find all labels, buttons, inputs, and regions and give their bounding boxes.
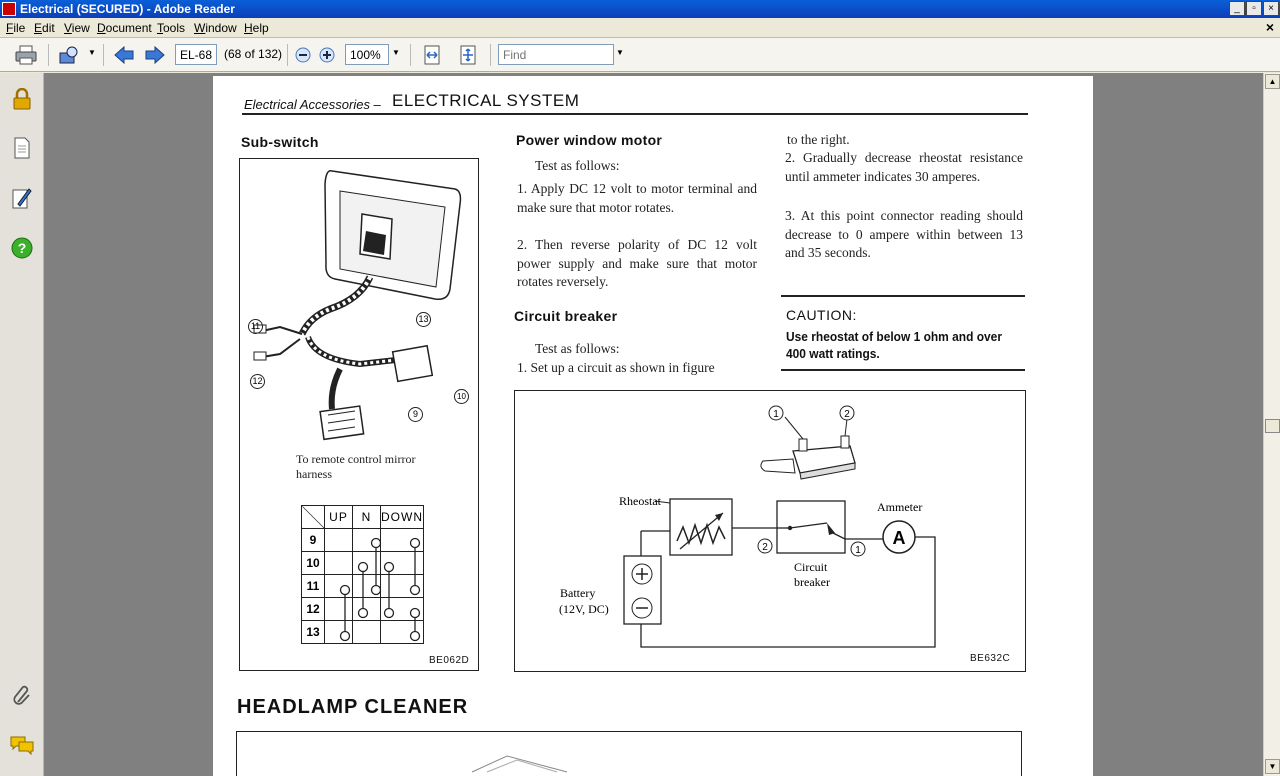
pdf-page [213, 76, 1093, 776]
circuit-diagram [515, 391, 1025, 671]
menu-window[interactable]: Window [194, 21, 237, 35]
fit-width-icon[interactable] [420, 43, 444, 67]
header-title: ELECTRICAL SYSTEM [392, 91, 580, 110]
caution-title: CAUTION: [786, 307, 857, 323]
comments-icon[interactable] [10, 733, 34, 757]
page-number-input[interactable] [175, 44, 217, 65]
rheostat-label: Rheostat [619, 494, 661, 508]
breaker-terminal-1: 1 [855, 545, 861, 556]
figure-code-2: BE632C [970, 653, 1011, 664]
col-down: DOWN [381, 506, 424, 529]
caution-box [781, 295, 1025, 371]
callout-13: 13 [416, 312, 431, 327]
table-corner-cell [302, 506, 325, 529]
callout-11: 11 [248, 319, 263, 334]
adobe-reader-icon [2, 2, 16, 16]
zoom-dropdown-icon[interactable]: ▼ [392, 48, 400, 57]
caution-text: Use rheostat of below 1 ohm and over 400 watt ratings. [786, 329, 1002, 361]
window-title: Electrical (SECURED) - Adobe Reader [20, 2, 235, 16]
document-view[interactable] [44, 73, 1263, 776]
zoom-out-icon[interactable] [291, 43, 315, 67]
sub-switch-illustration [240, 159, 478, 459]
search-dropdown-icon[interactable]: ▼ [88, 48, 96, 57]
circuit-breaker-heading: Circuit breaker [514, 308, 618, 324]
pw-step2: 2. Then reverse polarity of DC 12 volt power supply and make sure that motor rotates reversely. [517, 237, 757, 289]
cb-continued: to the right. [787, 132, 850, 147]
cb-step3: 3. At this point connector reading should decrease to 0 ampere within between 13 and 35 seconds. [785, 208, 1023, 260]
ammeter-label: Ammeter [877, 500, 923, 514]
find-dropdown-icon[interactable]: ▼ [616, 48, 624, 57]
minimize-button[interactable]: _ [1229, 1, 1245, 16]
scroll-down-icon[interactable]: ▼ [1265, 759, 1280, 774]
navigation-panel [0, 73, 44, 776]
search-document-icon[interactable] [58, 43, 82, 67]
pw-intro: Test as follows: [535, 158, 620, 173]
ammeter-symbol: A [892, 528, 906, 548]
row-11: 11 [302, 575, 325, 598]
scroll-up-icon[interactable]: ▲ [1265, 74, 1280, 89]
row-12: 12 [302, 598, 325, 621]
comment-edit-icon[interactable] [10, 186, 34, 210]
pw-step1: 1. Apply DC 12 volt to motor terminal and make sure that motor rotates. [517, 181, 757, 215]
page-count: (68 of 132) [224, 47, 283, 61]
menu-file[interactable]: File [6, 21, 26, 35]
battery-spec: (12V, DC) [559, 602, 609, 616]
menu-bar [0, 18, 1280, 38]
fit-page-icon[interactable] [456, 43, 480, 67]
top-terminal-1: 1 [773, 409, 779, 420]
zoom-in-icon[interactable] [315, 43, 339, 67]
col-up: UP [325, 506, 353, 529]
row-9: 9 [302, 529, 325, 552]
switch-continuity-table [301, 505, 424, 644]
circuit-figure [514, 390, 1026, 672]
help-icon[interactable] [10, 236, 34, 260]
sub-switch-heading: Sub-switch [241, 134, 319, 150]
pages-icon[interactable] [10, 136, 34, 160]
mirror-caption: To remote control mirror harness [296, 452, 416, 481]
header-subtitle: Electrical Accessories – [244, 97, 381, 112]
power-window-heading: Power window motor [516, 132, 663, 148]
title-bar [0, 0, 1280, 18]
toolbar [0, 38, 1280, 72]
callout-12: 12 [250, 374, 265, 389]
battery-label: Battery [560, 586, 596, 600]
menu-help[interactable]: Help [244, 21, 269, 35]
headlamp-cleaner-heading: HEADLAMP CLEANER [237, 696, 469, 718]
next-page-icon[interactable] [143, 43, 167, 67]
callout-9: 9 [408, 407, 423, 422]
vertical-scrollbar[interactable] [1263, 73, 1280, 776]
close-button[interactable]: × [1263, 1, 1279, 16]
zoom-input[interactable] [345, 44, 389, 65]
callout-10: 10 [454, 389, 469, 404]
menu-edit[interactable]: Edit [34, 21, 55, 35]
circuit-breaker-label-2: breaker [794, 575, 830, 589]
cb-step2: 2. Gradually decrease rheostat resistance until ammeter indicates 30 amperes. [785, 150, 1023, 184]
col-n: N [353, 506, 381, 529]
row-13: 13 [302, 621, 325, 644]
find-input[interactable] [498, 44, 614, 65]
scroll-thumb[interactable] [1265, 419, 1280, 433]
lock-icon[interactable] [10, 87, 34, 111]
headlamp-figure [236, 731, 1022, 776]
breaker-terminal-2: 2 [762, 542, 768, 553]
document-close-icon[interactable]: × [1265, 19, 1274, 35]
print-icon[interactable] [14, 43, 38, 67]
top-terminal-2: 2 [844, 409, 850, 420]
row-10: 10 [302, 552, 325, 575]
maximize-button[interactable]: ▫ [1246, 1, 1262, 16]
menu-view[interactable]: View [64, 21, 90, 35]
cb-intro: Test as follows: [535, 341, 620, 356]
attachment-icon[interactable] [10, 683, 34, 707]
page-header [242, 89, 1028, 115]
figure-code-1: BE062D [429, 655, 470, 666]
menu-document[interactable]: Document [97, 21, 152, 35]
circuit-breaker-label: Circuit [794, 560, 828, 574]
cb-step1: 1. Set up a circuit as shown in figure [517, 360, 715, 375]
svg-text:?: ? [17, 240, 27, 256]
previous-page-icon[interactable] [112, 43, 136, 67]
menu-tools[interactable]: Tools [157, 21, 186, 35]
